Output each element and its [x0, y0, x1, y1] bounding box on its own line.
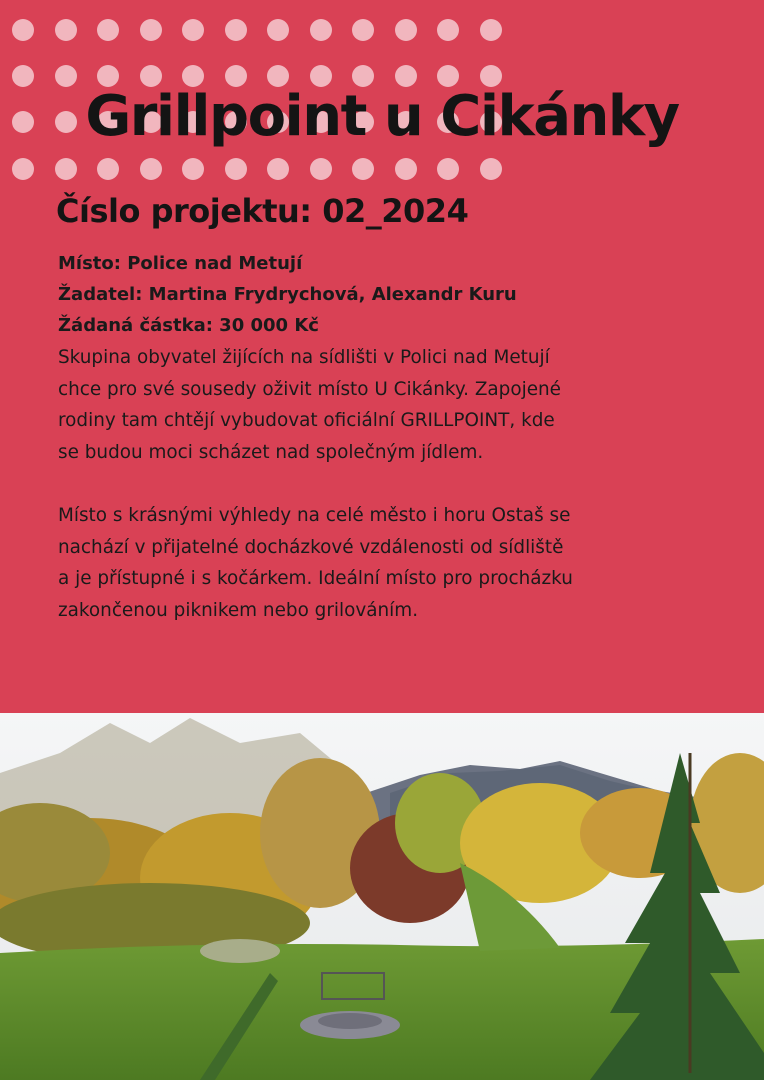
paragraph-line: chce pro své sousedy oživit místo U Cikánky. Zapojené	[58, 378, 562, 400]
decorative-dot	[310, 158, 332, 180]
decorative-dot	[12, 158, 34, 180]
decorative-dot	[267, 158, 289, 180]
decorative-dot	[437, 19, 459, 41]
decorative-dot	[140, 19, 162, 41]
decorative-dot	[55, 19, 77, 41]
landscape-photo	[0, 713, 764, 1080]
description-paragraph-2	[58, 500, 708, 626]
decorative-dot	[225, 158, 247, 180]
meta-applicant: Žadatel: Martina Frydrychová, Alexandr Kuru	[58, 284, 517, 305]
decorative-dot	[55, 158, 77, 180]
paragraph-line: rodiny tam chtějí vybudovat oficiální GRILLPOINT, kde	[58, 410, 555, 431]
decorative-dot	[310, 19, 332, 41]
decorative-dot	[395, 158, 417, 180]
decorative-dot	[437, 158, 459, 180]
decorative-dot	[480, 19, 502, 41]
decorative-dot	[267, 19, 289, 41]
paragraph-line: a je přístupné i s kočárkem. Ideální místo pro procházku	[58, 568, 573, 589]
decorative-dot	[97, 19, 119, 41]
page-title: Grillpoint u Cikánky	[85, 84, 679, 149]
paragraph-line: se budou moci scházet nad společným jídlem.	[58, 441, 484, 463]
decorative-dot	[352, 19, 374, 41]
project-number: Číslo projektu: 02_2024	[56, 192, 469, 230]
decorative-dot	[182, 19, 204, 41]
project-meta	[58, 248, 698, 341]
paragraph-line: Místo s krásnými výhledy na celé město i horu Ostaš se	[58, 505, 571, 526]
meta-amount: Žádaná částka: 30 000 Kč	[58, 315, 319, 336]
decorative-dot	[225, 19, 247, 41]
meta-place: Místo: Police nad Metují	[58, 253, 303, 274]
paragraph-line: zakončenou piknikem nebo grilováním.	[58, 599, 419, 621]
description-paragraph-1	[58, 342, 708, 468]
decorative-dot	[352, 158, 374, 180]
decorative-dot	[97, 158, 119, 180]
decorative-dot	[395, 19, 417, 41]
paragraph-line: Skupina obyvatel žijících na sídlišti v Polici nad Metují	[58, 347, 550, 368]
decorative-dot	[480, 158, 502, 180]
decorative-dot	[182, 158, 204, 180]
landscape-illustration	[0, 713, 764, 1080]
decorative-dot	[140, 158, 162, 180]
decorative-dot	[12, 19, 34, 41]
paragraph-line: nachází v přijatelné docházkové vzdálenosti od sídliště	[58, 536, 564, 558]
